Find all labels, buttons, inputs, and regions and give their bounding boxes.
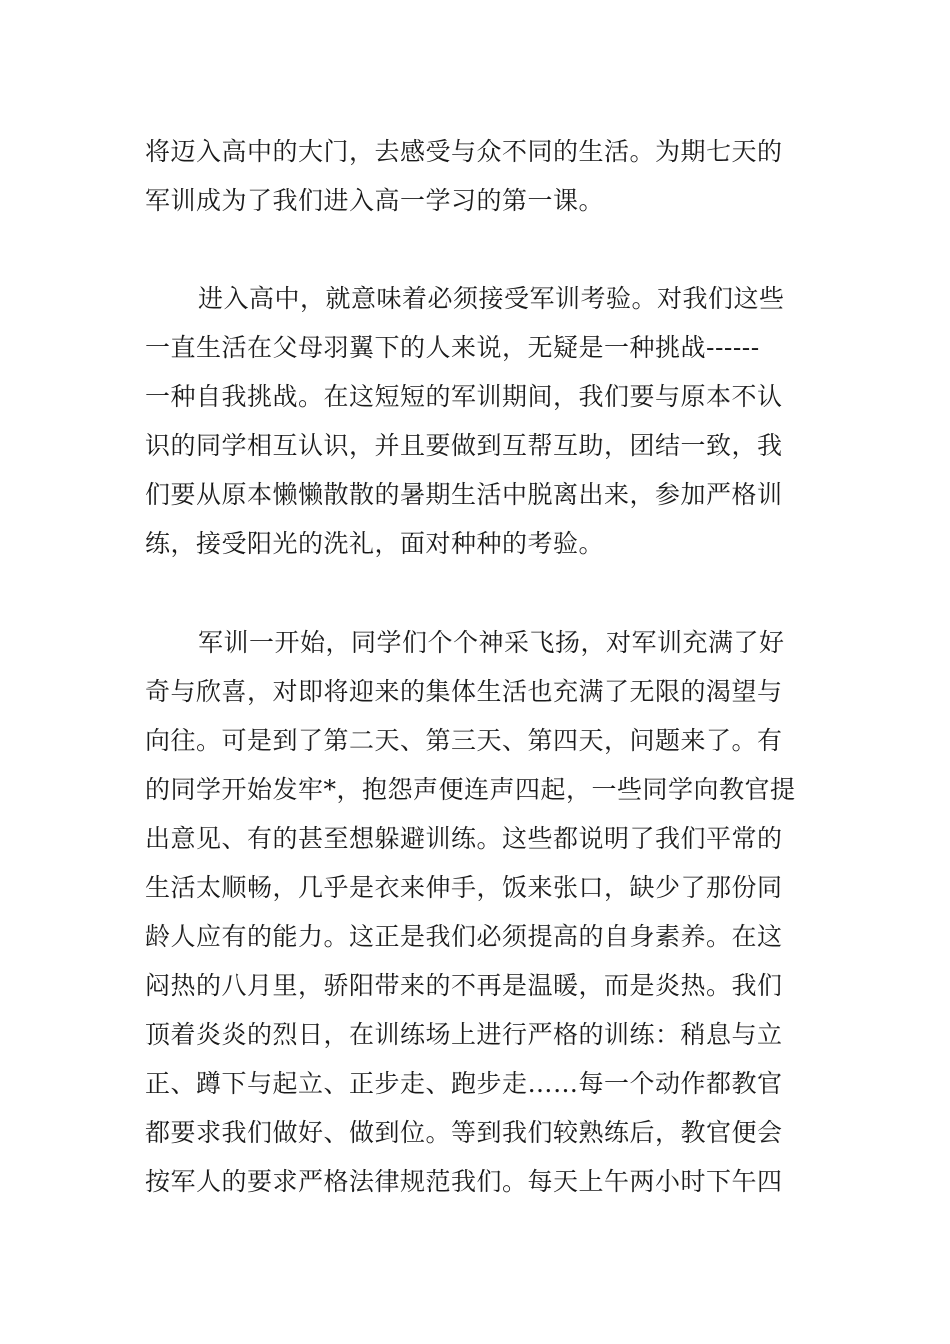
paragraph-line: 出意见、有的甚至想躲避训练。这些都说明了我们平常的 <box>145 824 783 853</box>
paragraph-1 <box>145 127 807 225</box>
paragraph-line: 练，接受阳光的洗礼，面对种种的考验。 <box>145 529 605 558</box>
paragraph-line: 顶着炎炎的烈日，在训练场上进行严格的训练：稍息与立 <box>145 1020 783 1049</box>
paragraph-line: 都要求我们做好、做到位。等到我们较熟练后，教官便会 <box>145 1118 783 1147</box>
paragraph-line: 一种自我挑战。在这短短的军训期间，我们要与原本不认 <box>145 382 783 411</box>
paragraph-line: 一直生活在父母羽翼下的人来说，无疑是一种挑战------ <box>145 333 760 362</box>
paragraph-line: 闷热的八月里，骄阳带来的不再是温暖，而是炎热。我们 <box>145 971 783 1000</box>
paragraph-line: 按军人的要求严格法律规范我们。每天上午两小时下午四 <box>145 1167 783 1196</box>
paragraph-line: 的同学开始发牢*，抱怨声便连声四起，一些同学向教官提 <box>145 775 796 804</box>
paragraph-line: 们要从原本懒懒散散的暑期生活中脱离出来，参加严格训 <box>145 480 783 509</box>
paragraph-2 <box>145 274 807 568</box>
paragraph-line: 军训成为了我们进入高一学习的第一课。 <box>145 186 605 215</box>
paragraph-line: 生活太顺畅，几乎是衣来伸手，饭来张口，缺少了那份同 <box>145 873 783 902</box>
paragraph-line: 识的同学相互认识，并且要做到互帮互助，团结一致，我 <box>145 431 783 460</box>
paragraph-line: 向往。可是到了第二天、第三天、第四天，问题来了。有 <box>145 726 783 755</box>
paragraph-line: 龄人应有的能力。这正是我们必须提高的自身素养。在这 <box>145 922 783 951</box>
paragraph-line: 进入高中，就意味着必须接受军训考验。对我们这些 <box>198 284 785 313</box>
paragraph-line: 军训一开始，同学们个个神采飞扬，对军训充满了好 <box>198 628 785 657</box>
paragraph-line: 奇与欣喜，对即将迎来的集体生活也充满了无限的渴望与 <box>145 677 783 706</box>
paragraph-line: 将迈入高中的大门，去感受与众不同的生活。为期七天的 <box>145 137 783 166</box>
paragraph-line: 正、蹲下与起立、正步走、跑步走……每一个动作都教官 <box>145 1069 783 1098</box>
paragraph-3 <box>145 618 807 1206</box>
